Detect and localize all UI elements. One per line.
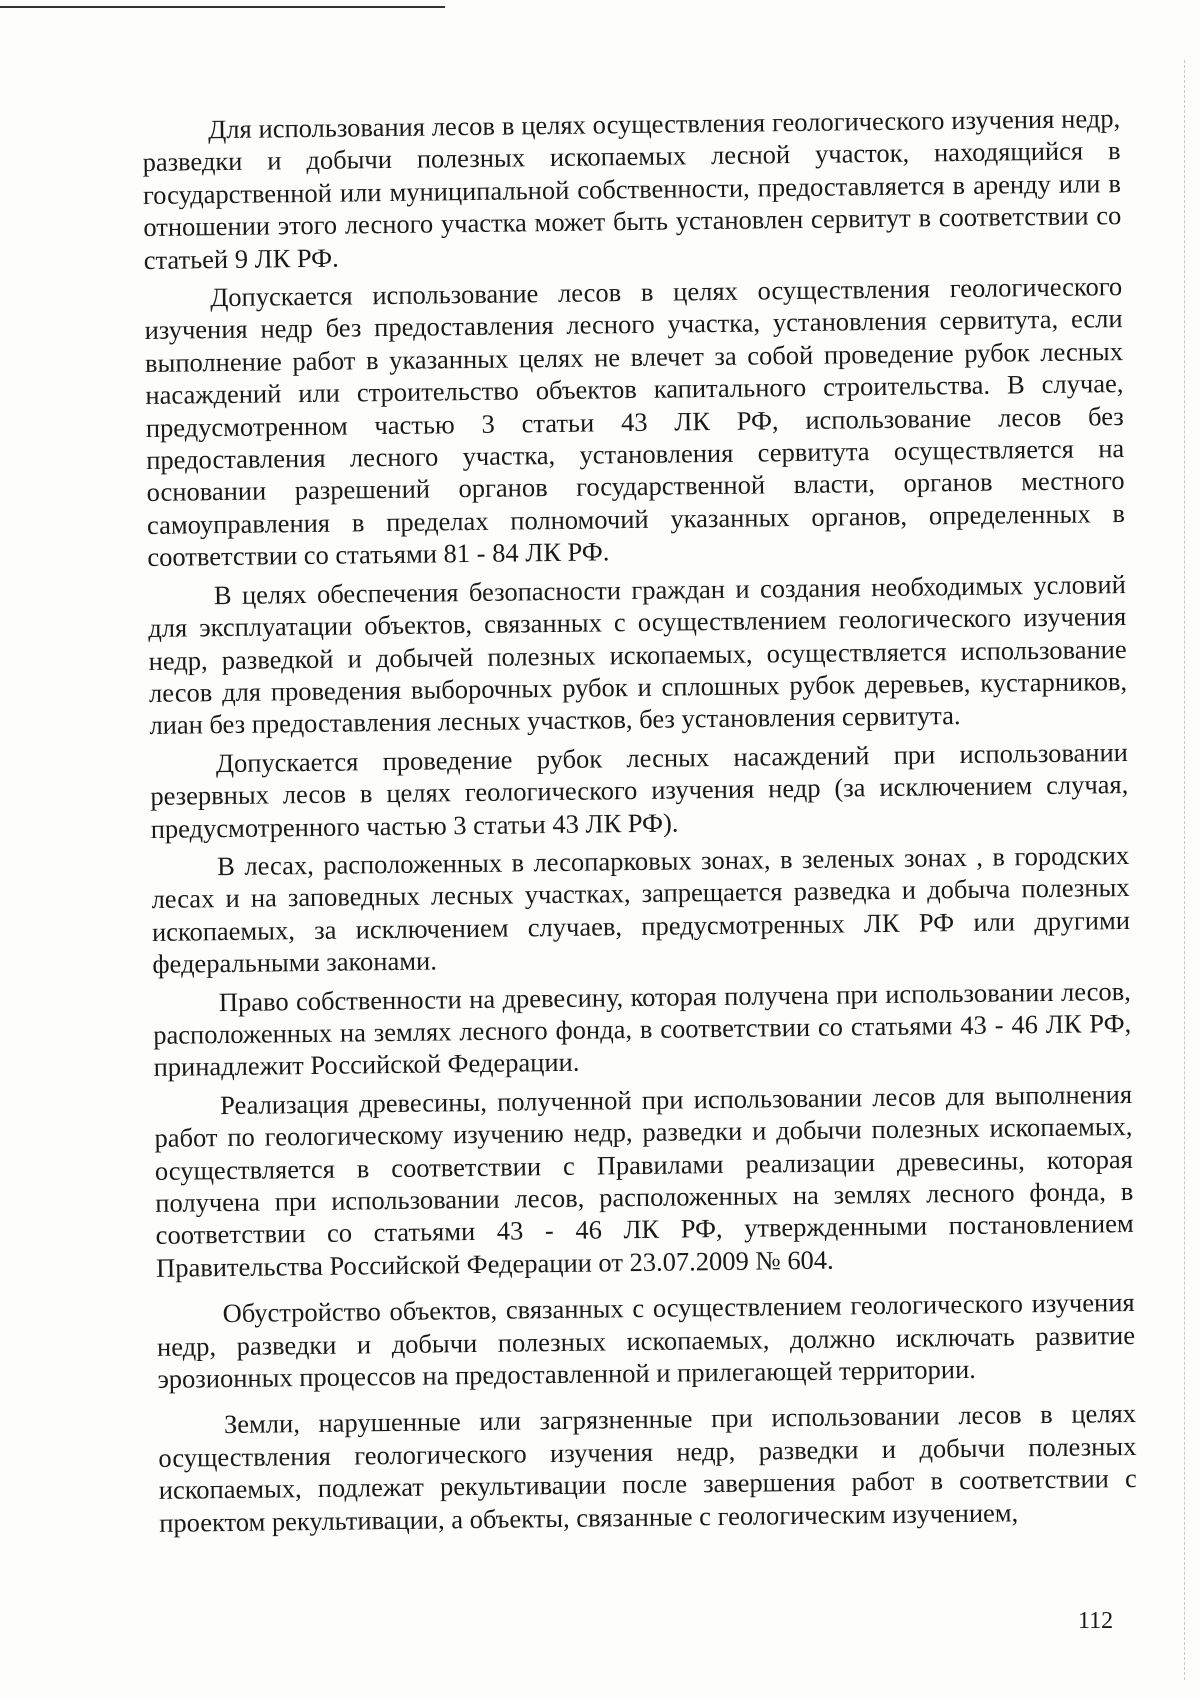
paragraph-1: Для использования лесов в целях осуществления геологического изучения недр, разведки и добычи полезных ископаемых лесной участок, находящийся в государственной или муниципальной собственности, предоставляется в аренду или в отношении этого лесного участка может быть установлен сервитут в соответствии со статьей 9 ЛК РФ.	[142, 103, 1122, 275]
document-body	[142, 102, 1137, 1539]
paragraph-5: В лесах, расположенных в лесопарковых зонах, в зеленых зонах , в городских лесах и на заповедных лесных участках, запрещается разведка и добыча полезных ископаемых, за исключением случаев, предусмотренных ЛК РФ или другими федеральными законами.	[151, 839, 1131, 980]
paragraph-3: В целях обеспечения безопасности граждан и создания необходимых условий для эксплуатации объектов, связанных с осуществлением геологического изучения недр, разведкой и добычей полезных ископаемых, осуществляется использование лесов для проведения выборочных рубок и сплошных рубок деревьев, кустарников, лиан без предоставления лесных участков, без установления сервитута.	[148, 568, 1128, 741]
paragraph-9: Земли, нарушенные или загрязненные при использовании лесов в целях осуществления геологического изучения недр, разведки и добычи полезных ископаемых, подлежат рекультивации после завершения работ в соответствии с проектом рекультивации, а объекты, связанные с геологическим изучением,	[158, 1398, 1137, 1538]
paragraph-2: Допускается использование лесов в целях осуществления геологического изучения недр без предоставления лесного участка, установления сервитута, если выполнение работ в указанных целях не влечет за собой проведение рубок лесных насаждений или строительство объектов капитального строительства. В случае, предусмотренном частью 3 статьи 43 ЛК РФ, использование лесов без предоставления лесного участка, установления сервитута осуществляется на основании разрешений органов государственной власти, органов местного самоуправления в пределах полномочий указанных органов, определенных в соответствии со статьями 81 - 84 ЛК РФ.	[144, 271, 1126, 573]
page-number: 112	[1078, 1608, 1114, 1634]
paragraph-7: Реализация древесины, полученной при использовании лесов для выполнения работ по геологическому изучению недр, разведки и добычи полезных ископаемых, осуществляется в соответствии с Правилами реализации древесины, которая получена при использовании лесов, расположенных на землях лесного фонда, в соответствии со статьями 43 - 46 ЛК РФ, утвержденными постановлением Правительства Российской Федерации от 23.07.2009 № 604.	[154, 1078, 1134, 1283]
top-rule	[0, 6, 445, 8]
scan-edge-mark	[1184, 60, 1186, 1680]
paragraph-4: Допускается проведение рубок лесных насаждений при использовании резервных лесов в целях геологического изучения недр (за исключением случая, предусмотренного частью 3 статьи 43 ЛК РФ).	[150, 736, 1129, 844]
paragraph-6: Право собственности на древесину, которая получена при использовании лесов, расположенных на землях лесного фонда, в соответствии со статьями 43 - 46 ЛК РФ, принадлежит Российской Федерации.	[153, 975, 1132, 1083]
paragraph-8: Обустройство объектов, связанных с осуществлением геологического изучения недр, разведки и добычи полезных ископаемых, должно исключать развитие эрозионных процессов на предоставленной и прилегающей территории.	[156, 1287, 1136, 1394]
